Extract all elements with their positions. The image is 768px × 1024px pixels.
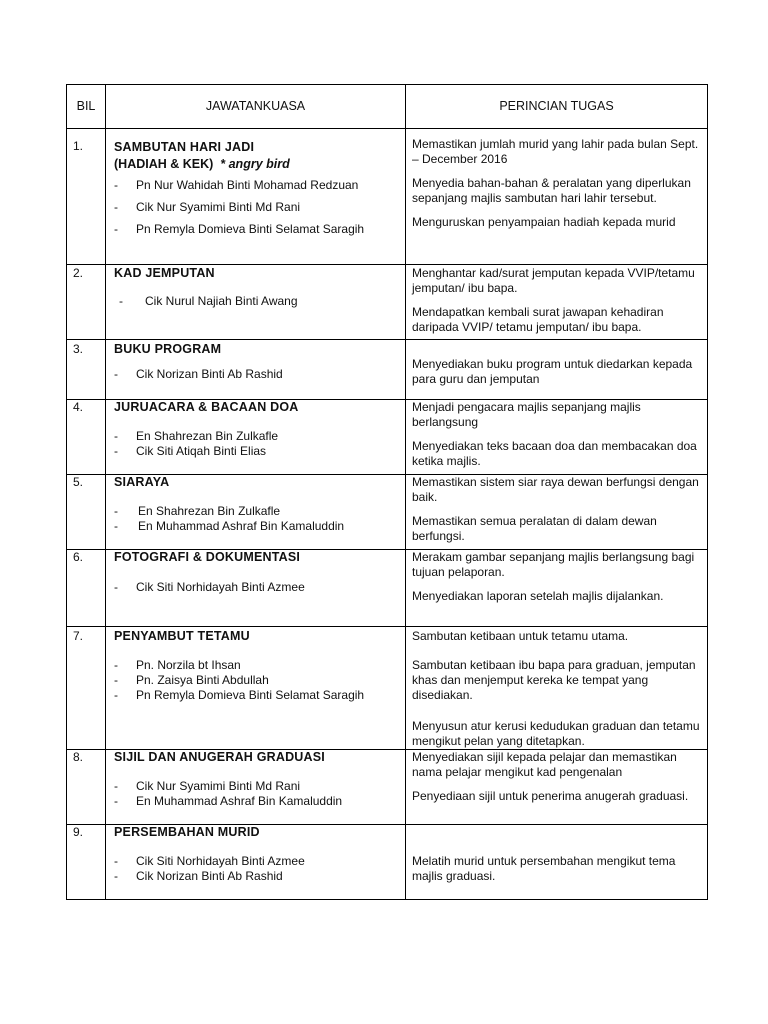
row-number: 8. [67, 750, 106, 825]
committee-cell [106, 550, 406, 627]
duty-item: Menyediakan sijil kepada pelajar dan memastikan nama pelajar mengikut kad pengenalan [412, 750, 677, 779]
duty-item: Sambutan ketibaan ibu bapa para graduan, jemputan khas dan menjemput kereka ke tempat yang disediakan. [412, 658, 696, 702]
member-item: - En Shahrezan Bin Zulkafle [114, 429, 279, 443]
duty-item: Menyediakan laporan setelah majlis dijalankan. [412, 589, 664, 603]
table-row [67, 475, 708, 550]
table-row [67, 400, 708, 475]
row-number: 4. [67, 400, 106, 475]
member-item: - Cik Siti Atiqah Binti Elias [114, 444, 267, 458]
duties-cell [406, 400, 708, 475]
committee-cell [106, 400, 406, 475]
duty-item: Penyediaan sijil untuk penerima anugerah graduasi. [412, 789, 689, 803]
member-item: - Pn Nur Wahidah Binti Mohamad Redzuan [114, 178, 359, 192]
member-item: - Pn Remyla Domieva Binti Selamat Saragih [114, 688, 365, 702]
row-number: 5. [67, 475, 106, 550]
committee-title: SIJIL DAN ANUGERAH GRADUASI [114, 750, 325, 764]
duties-cell [406, 550, 708, 627]
header-bil: BIL [67, 85, 106, 129]
row-number: 1. [67, 129, 106, 265]
table-row [67, 750, 708, 825]
member-item: - Cik Norizan Binti Ab Rashid [114, 869, 283, 883]
duties-cell [406, 265, 708, 340]
row-number: 9. [67, 825, 106, 900]
committee-title: JURUACARA & BACAAN DOA [114, 400, 299, 414]
duty-item: Menguruskan penyampaian hadiah kepada murid [412, 215, 676, 229]
committee-title: SIARAYA [114, 475, 170, 489]
duty-item: Memastikan jumlah murid yang lahir pada bulan Sept. – December 2016 [412, 137, 699, 166]
table-row [67, 129, 708, 265]
committee-title: FOTOGRAFI & DOKUMENTASI [114, 550, 301, 564]
duty-item: Merakam gambar sepanjang majlis berlangsung bagi tujuan pelaporan. [412, 550, 695, 579]
duty-item: Memastikan semua peralatan di dalam dewan berfungsi. [412, 514, 657, 543]
duties-cell [406, 750, 708, 825]
committee-title: SAMBUTAN HARI JADI [114, 140, 255, 154]
committee-cell [106, 340, 406, 400]
committee-cell [106, 475, 406, 550]
duties-cell [406, 627, 708, 750]
member-item: - En Muhammad Ashraf Bin Kamaluddin [114, 519, 345, 533]
duty-item: Melatih murid untuk persembahan mengikut tema majlis graduasi. [412, 854, 676, 883]
committee-cell [106, 265, 406, 340]
duty-item: Menyediakan buku program untuk diedarkan kepada para guru dan jemputan [412, 357, 693, 386]
table-row [67, 627, 708, 750]
duty-item: Menghantar kad/surat jemputan kepada VVIP/tetamu jemputan/ ibu bapa. [412, 266, 695, 295]
committee-subtitle: (HADIAH & KEK) * angry bird [114, 157, 290, 171]
member-item: - En Shahrezan Bin Zulkafle [114, 504, 281, 518]
committee-title: KAD JEMPUTAN [114, 266, 215, 280]
committee-cell [106, 627, 406, 750]
duty-item: Memastikan sistem siar raya dewan berfungsi dengan baik. [412, 475, 699, 504]
committee-table [66, 84, 708, 900]
committee-cell [106, 750, 406, 825]
member-item: - Pn. Zaisya Binti Abdullah [114, 673, 269, 687]
duty-item: Menyusun atur kerusi kedudukan graduan dan tetamu mengikut pelan yang ditetapkan. [412, 719, 700, 748]
committee-title: BUKU PROGRAM [114, 342, 222, 356]
row-number: 6. [67, 550, 106, 627]
member-item: - Pn Remyla Domieva Binti Selamat Saragih [114, 222, 365, 236]
table-row [67, 265, 708, 340]
member-item: - Cik Siti Norhidayah Binti Azmee [114, 854, 305, 868]
duty-item: Menjadi pengacara majlis sepanjang majlis berlangsung [412, 400, 641, 429]
member-item: - Cik Siti Norhidayah Binti Azmee [114, 580, 305, 594]
table-header-row [67, 85, 708, 129]
member-item: - Cik Nurul Najiah Binti Awang [119, 294, 298, 308]
duties-cell [406, 825, 708, 900]
committee-title: PERSEMBAHAN MURID [114, 825, 260, 839]
committee-note: * angry bird [220, 157, 290, 171]
duties-cell [406, 340, 708, 400]
duties-cell [406, 129, 708, 265]
duty-item: Menyediakan teks bacaan doa dan membacakan doa ketika majlis. [412, 439, 697, 468]
committee-title: PENYAMBUT TETAMU [114, 629, 250, 643]
header-jawatankuasa: JAWATANKUASA [106, 85, 406, 129]
committee-cell [106, 129, 406, 265]
duties-cell [406, 475, 708, 550]
member-item: - En Muhammad Ashraf Bin Kamaluddin [114, 794, 343, 808]
header-perincian-tugas: PERINCIAN TUGAS [406, 85, 708, 129]
row-number: 3. [67, 340, 106, 400]
member-item: - Cik Norizan Binti Ab Rashid [114, 367, 283, 381]
duty-item: Sambutan ketibaan untuk tetamu utama. [412, 629, 629, 643]
row-number: 2. [67, 265, 106, 340]
committee-cell [106, 825, 406, 900]
duty-item: Mendapatkan kembali surat jawapan kehadiran daripada VVIP/ tetamu jemputan/ ibu bapa. [412, 305, 664, 334]
member-item: - Cik Nur Syamimi Binti Md Rani [114, 779, 301, 793]
table-row [67, 340, 708, 400]
member-item: - Cik Nur Syamimi Binti Md Rani [114, 200, 301, 214]
member-item: - Pn. Norzila bt Ihsan [114, 658, 241, 672]
table-row [67, 550, 708, 627]
row-number: 7. [67, 627, 106, 750]
duty-item: Menyedia bahan-bahan & peralatan yang diperlukan sepanjang majlis sambutan hari lahir tersebut. [412, 176, 691, 205]
table-row [67, 825, 708, 900]
